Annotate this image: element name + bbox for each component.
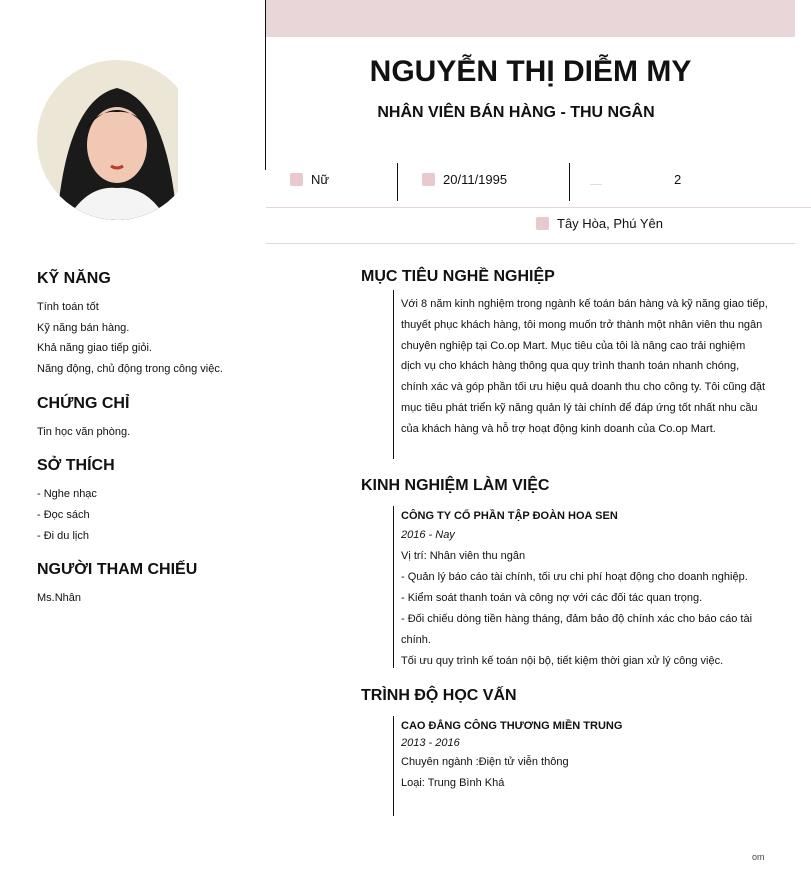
phone-info (590, 172, 681, 187)
divider (266, 207, 811, 208)
skill-item: Tính toán tốt (37, 301, 99, 313)
calendar-icon (422, 173, 435, 186)
objective-heading: MỤC TIÊU NGHỀ NGHIỆP (361, 268, 555, 285)
experience-line: - Quản lý báo cáo tài chính, tối ưu chi phí hoạt động cho doanh nghiệp. (401, 571, 748, 583)
objective-text (393, 290, 768, 459)
birthday-info (422, 172, 507, 187)
hobbies-heading: SỞ THÍCH (37, 457, 115, 474)
experience-line: - Đối chiếu dòng tiền hàng tháng, đảm bảo độ chính xác cho báo cáo tài chính. (401, 613, 753, 646)
address-value: Tây Hòa, Phú Yên (557, 216, 663, 231)
divider (266, 243, 795, 244)
education-block (393, 716, 768, 816)
school-name: CAO ĐẲNG CÔNG THƯƠNG MIỀN TRUNG (401, 720, 623, 732)
avatar (37, 60, 197, 220)
location-icon (536, 217, 549, 230)
hobby-item: - Đi du lịch (37, 530, 89, 542)
company-name: CÔNG TY CỔ PHẦN TẬP ĐOÀN HOA SEN (401, 510, 618, 522)
gender-info (290, 172, 329, 187)
birthday-value: 20/11/1995 (443, 172, 508, 187)
experience-dates: 2016 - Nay (401, 529, 455, 541)
experience-line: Tối ưu quy trình kế toán nội bộ, tiết kiệm thời gian xử lý công việc. (401, 655, 724, 667)
references-heading: NGƯỜI THAM CHIẾU (37, 561, 198, 578)
full-name: NGUYỄN THỊ DIỄM MY (369, 55, 692, 88)
skill-item: Kỹ năng bán hàng. (37, 322, 130, 334)
gender-icon (290, 173, 303, 186)
reference-item: Ms.Nhân (37, 592, 82, 604)
education-line: Chuyên ngành :Điện tử viễn thông (401, 756, 569, 768)
address-info (536, 216, 663, 231)
experience-line: Vị trí: Nhân viên thu ngân (401, 550, 526, 562)
certs-heading: CHỨNG CHỈ (37, 395, 130, 412)
hobby-item: - Đọc sách (37, 509, 90, 521)
objective-body: Với 8 năm kinh nghiệm trong ngành kế toán bán hàng và kỹ năng giao tiếp, thuyết phục khách hàng, tôi mong muốn trở thành một nhân viên thu ngân chuyên nghiệp tại Co.op Mart. Mục tiêu của tôi là nâng cao trải nghiệm dịch vụ cho khách hàng thông qua quy trình thanh toán nhanh chóng, chính xác và góp phần tối ưu hiệu quả doanh thu cho công ty. Tôi cũng đặt mục tiêu phát triển kỹ năng quản lý tài chính để đáp ứng tốt nhất nhu cầu của khách hàng và hỗ trợ hoạt động kinh doanh của Co.op Mart. (401, 298, 768, 435)
skill-item: Năng động, chủ động trong công việc. (37, 363, 223, 375)
skills-heading: KỸ NĂNG (37, 270, 111, 287)
separator (397, 163, 398, 201)
education-dates: 2013 - 2016 (401, 737, 460, 749)
experience-line: - Kiểm soát thanh toán và công nợ với các đối tác quan trọng. (401, 592, 703, 604)
experience-heading: KINH NGHIỆM LÀM VIỆC (361, 477, 550, 494)
education-heading: TRÌNH ĐỘ HỌC VẤN (361, 687, 517, 704)
experience-block (393, 506, 768, 668)
job-title: NHÂN VIÊN BÁN HÀNG - THU NGÂN (377, 104, 655, 121)
footer-text: om (752, 852, 765, 862)
phone-value: 2 (674, 172, 682, 187)
cert-item: Tin học văn phòng. (37, 426, 131, 438)
hobby-item: - Nghe nhạc (37, 488, 97, 500)
phone-icon (590, 184, 602, 185)
skill-item: Khả năng giao tiếp giỏi. (37, 342, 152, 354)
header-band (266, 0, 795, 37)
education-line: Loại: Trung Bình Khá (401, 777, 505, 789)
gender-value: Nữ (311, 172, 330, 187)
separator (569, 163, 570, 201)
